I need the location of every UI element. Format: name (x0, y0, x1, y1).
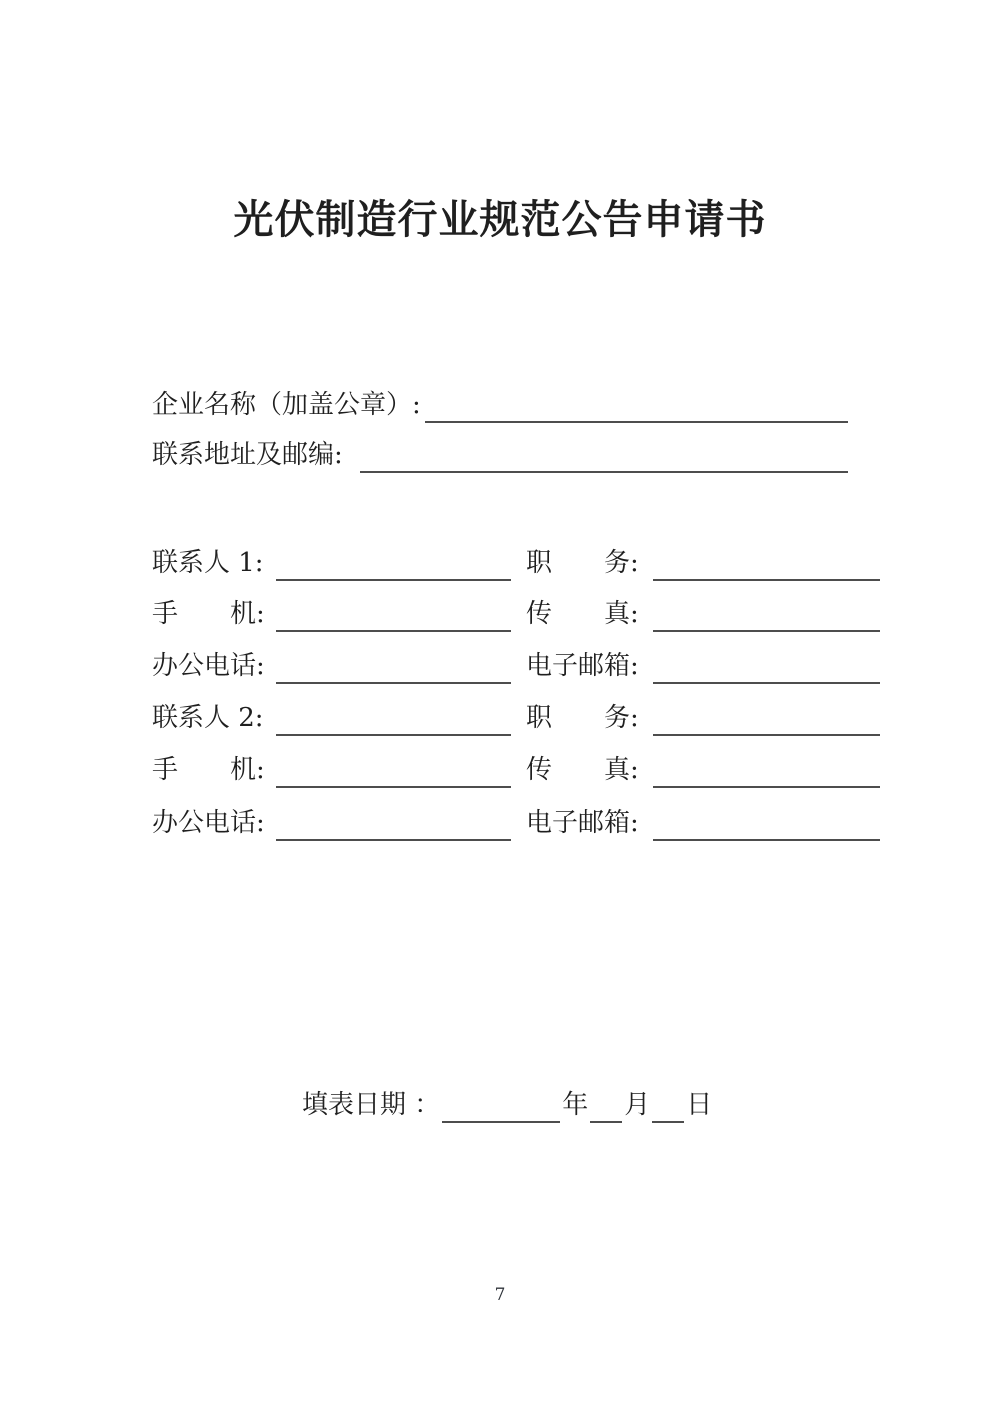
contact1-fax-label: 传 真: (526, 599, 639, 629)
contact2-fax-label: 传 真: (526, 755, 639, 785)
contact2-name-blank-line (276, 700, 511, 736)
contact2-mobile-label: 手 机: (152, 755, 265, 785)
contact2-name-label: 联系人 2: (152, 703, 264, 733)
contact2-position-label: 职 务: (526, 703, 639, 733)
month-blank-line (590, 1087, 622, 1123)
company-name-blank-line (425, 387, 848, 423)
address-label: 联系地址及邮编: (152, 440, 343, 470)
contact1-position-label: 职 务: (526, 548, 639, 578)
month-suffix: 月 (624, 1090, 651, 1120)
contact2-office-phone-blank-line (276, 805, 511, 841)
contact1-office-phone-label: 办公电话: (152, 651, 265, 681)
company-name-label: 企业名称（加盖公章）: (152, 390, 421, 420)
contact1-mobile-blank-line (276, 596, 511, 632)
contact1-name-blank-line (276, 545, 511, 581)
contact2-email-blank-line (653, 805, 880, 841)
contact2-mobile-row (152, 752, 880, 788)
contact1-name-label: 联系人 1: (152, 548, 264, 578)
contact2-fax-blank-line (653, 752, 880, 788)
year-suffix: 年 (562, 1090, 589, 1120)
contact1-fax-blank-line (653, 596, 880, 632)
day-suffix: 日 (686, 1090, 713, 1120)
contact1-position-blank-line (653, 545, 880, 581)
contact1-email-blank-line (653, 648, 880, 684)
page-number: 7 (494, 1285, 506, 1305)
contact2-name-row (152, 700, 880, 736)
contact2-position-blank-line (653, 700, 880, 736)
contact2-mobile-blank-line (276, 752, 511, 788)
address-row (152, 437, 848, 473)
contact1-office-phone-blank-line (276, 648, 511, 684)
day-blank-line (652, 1087, 684, 1123)
contact1-mobile-label: 手 机: (152, 599, 265, 629)
company-name-row (152, 387, 848, 423)
contact1-email-label: 电子邮箱: (526, 651, 639, 681)
form-title: 光伏制造行业规范公告申请书 (233, 196, 767, 243)
fill-date-label: 填表日期 ： (302, 1090, 441, 1120)
address-blank-line (360, 437, 848, 473)
contact1-mobile-row (152, 596, 880, 632)
fill-date-row (302, 1087, 712, 1123)
contact1-name-row (152, 545, 880, 581)
contact2-email-label: 电子邮箱: (526, 808, 639, 838)
contact2-office-phone-row (152, 805, 880, 841)
contact1-office-phone-row (152, 648, 880, 684)
year-blank-line (442, 1087, 560, 1123)
contact2-office-phone-label: 办公电话: (152, 808, 265, 838)
